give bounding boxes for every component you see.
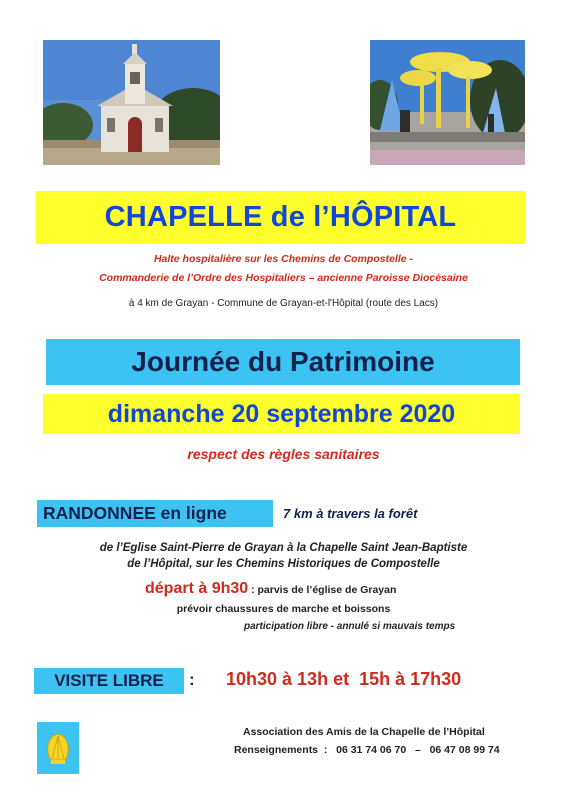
phone-2: 06 47 08 99 74 [429,744,500,756]
route-line-1: de l’Eglise Saint-Pierre de Grayan à la Chapelle Saint Jean-Baptiste [99,542,468,554]
chapel-photo [43,40,220,165]
subtitle-line-1: Halte hospitalière sur les Chemins de Compostelle - [153,253,414,265]
route-line-2: de l’Hôpital, sur les Chemins Historiques de Compostelle [127,558,440,570]
phone-separator: – [414,744,421,756]
sanitary-note: respect des règles sanitaires [187,446,380,462]
randonnee-label: RANDONNEE en ligne [43,503,227,523]
event-date: dimanche 20 septembre 2020 [107,399,456,428]
contact-line [234,744,500,756]
visite-hours: 10h30 à 13h et 15h à 17h30 [226,669,462,689]
sculpture-photo [370,40,525,165]
title-banner [36,191,525,244]
participation-note: participation libre - annulé si mauvais temps [244,621,456,632]
event-name: Journée du Patrimoine [131,346,435,377]
randonnee-detail: 7 km à travers la forêt [283,506,418,521]
contact-label: Renseignements : [234,744,328,756]
departure-time: départ à 9h30 [145,580,249,597]
equipment-note: prévoir chaussures de marche et boissons [176,603,391,615]
departure-info [145,580,396,598]
departure-place: : parvis de l’église de Grayan [248,584,397,596]
visite-label: VISITE LIBRE [54,671,164,690]
visite-banner [34,668,184,694]
event-banner [46,339,520,385]
association-logo [37,722,79,774]
date-banner [43,394,520,434]
visite-colon: : [189,670,195,689]
association-name: Association des Amis de la Chapelle de l’Hôpital [243,726,485,738]
page-title: CHAPELLE de l’HÔPITAL [104,201,457,233]
location-text: à 4 km de Grayan - Commune de Grayan-et-l'Hôpital (route des Lacs) [128,298,439,309]
subtitle-line-2: Commanderie de l’Ordre des Hospitaliers – ancienne Paroisse Diocèsaine [99,272,468,284]
phone-1: 06 31 74 06 70 [336,744,407,756]
randonnee-banner [37,500,273,527]
